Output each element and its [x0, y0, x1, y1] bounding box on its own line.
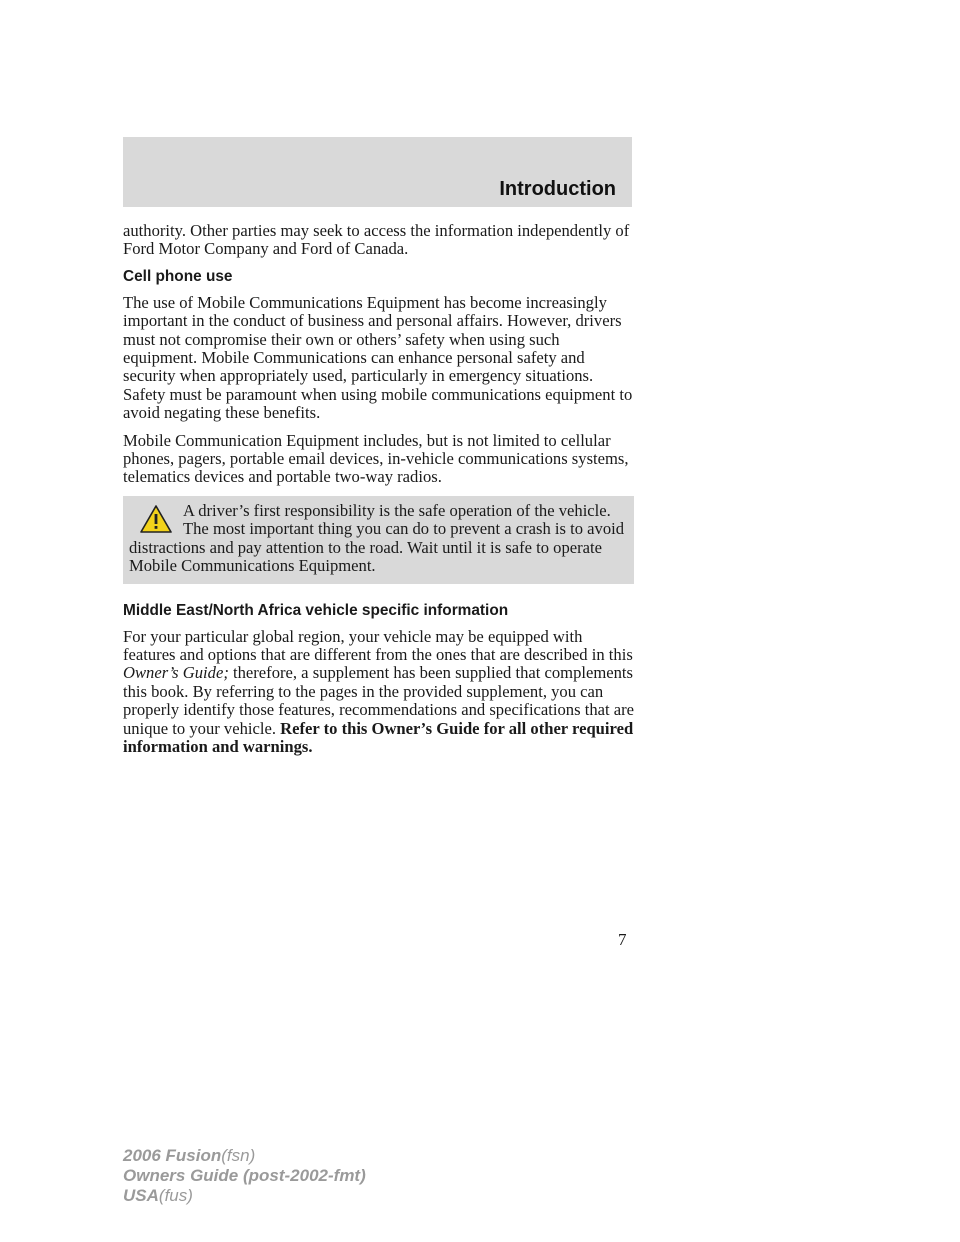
cell-phone-paragraph-2: Mobile Communication Equipment includes, but is not limited to cellular phones, pagers, portable email devices, in-vehicle communications systems, telematics devices and portable two-way radios.	[123, 430, 629, 487]
footer-model: 2006 Fusion	[123, 1146, 222, 1165]
page-number: 7	[618, 930, 627, 949]
cell-phone-paragraph-1: The use of Mobile Communications Equipment has become increasingly important in the conduct of business and personal affairs. However, drivers must not compromise their own or others’ safety when using such equipment. Mobile Communications can enhance personal safety and security when appropriately used, particularly in emergency situations. Safety must be paramount when using mobile communications equipment to avoid negating these benefits.	[123, 292, 633, 423]
footer-model-code: (fsn)	[221, 1146, 256, 1165]
page-content	[123, 222, 634, 765]
footer-line-1	[123, 1146, 366, 1166]
region-text-bold: Refer to this Owner’s Guide for all other required information and warnings.	[123, 718, 634, 756]
footer	[123, 1146, 366, 1206]
footer-market-code: (fus)	[158, 1186, 193, 1205]
region-text-italic: Owner’s Guide;	[123, 663, 229, 683]
region-text-2: therefore, a supplement has been supplied that complements this book. By referring to the pages in the provided supplement, you can properly identify those features, recommendations and specifications that are unique to your vehicle.	[123, 663, 634, 738]
section-title: Introduction	[499, 178, 616, 200]
region-paragraph	[123, 628, 634, 757]
intro-paragraph: authority. Other parties may seek to access the information independently of Ford Motor Company and Ford of Canada.	[123, 221, 630, 259]
footer-line-3	[123, 1186, 366, 1206]
warning-text: A driver’s first responsibility is the safe operation of the vehicle. The most important thing you can do to prevent a crash is to avoid distractions and pay attention to the road. Wait until it is safe to operate Mobile Communications Equipment.	[129, 500, 625, 576]
header-band	[123, 137, 632, 207]
cell-phone-heading: Cell phone use	[123, 267, 233, 285]
warning-triangle-icon	[139, 504, 173, 534]
footer-market: USA	[123, 1186, 159, 1205]
footer-line-2: Owners Guide (post-2002-fmt)	[123, 1166, 366, 1185]
region-text-1: For your particular global region, your vehicle may be equipped with features and options that are different from the ones that are described in this	[123, 626, 633, 664]
region-heading: Middle East/North Africa vehicle specific information	[123, 601, 509, 619]
warning-box	[123, 496, 634, 584]
